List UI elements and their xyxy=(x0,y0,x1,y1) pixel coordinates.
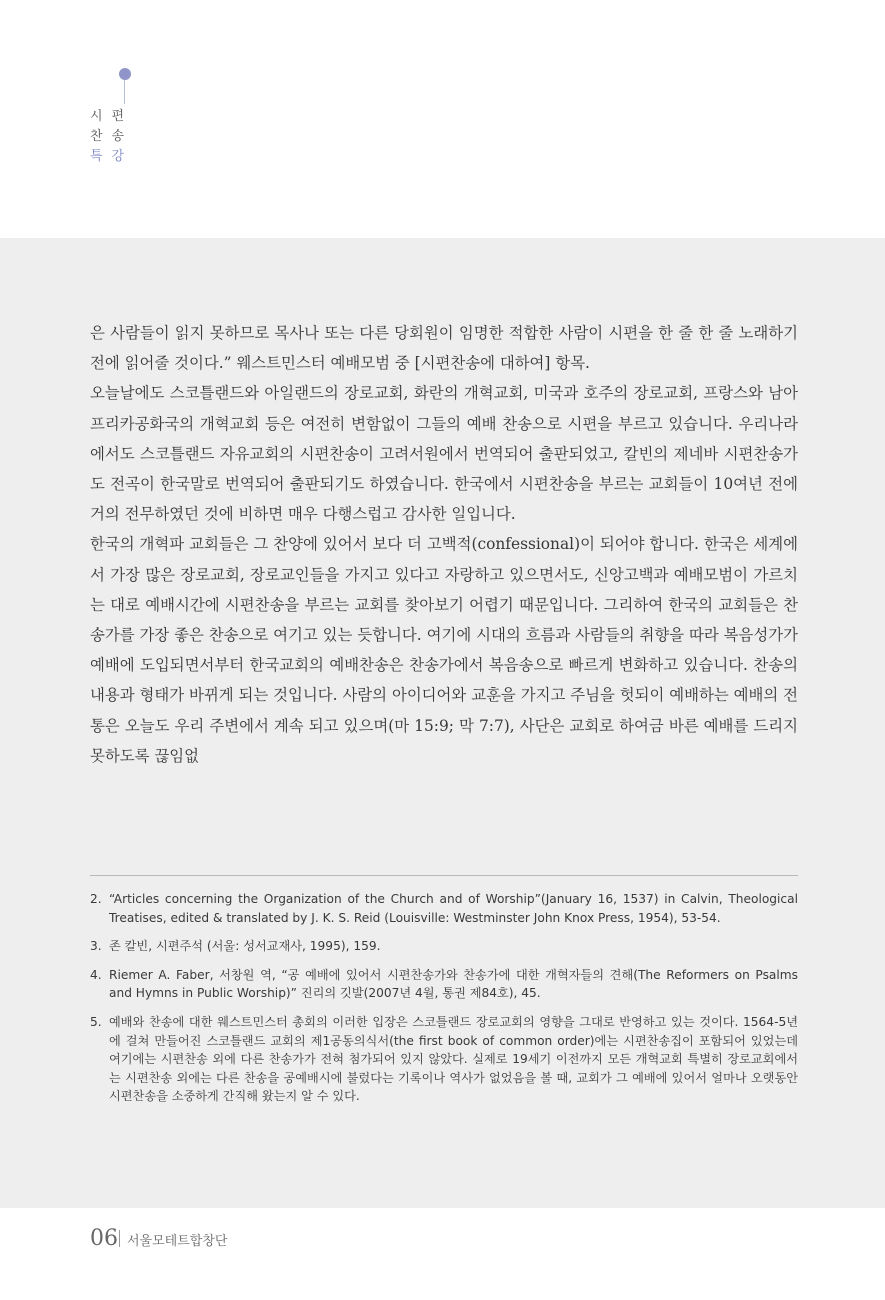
footnote-2 xyxy=(90,890,798,927)
header-connector-line xyxy=(124,80,125,104)
footnote-text: 존 칼빈, 시편주석 (서울: 성서교재사, 1995), 159. xyxy=(109,939,381,954)
section-label-row-3: 특강 xyxy=(90,149,134,164)
footnote-number: 2. xyxy=(90,892,102,906)
footnote-3 xyxy=(90,937,798,956)
page-footer xyxy=(0,1208,885,1300)
article-body xyxy=(90,318,798,771)
footnotes xyxy=(90,890,798,1116)
publication-name: 서울모테트합창단 xyxy=(127,1234,228,1249)
body-paragraph-2: 오늘날에도 스코틀랜드와 아일랜드의 장로교회, 화란의 개혁교회, 미국과 호주의 장로교회, 프랑스와 남아프리카공화국의 개혁교회 등은 여전히 변함없이 그들의 예배 찬송으로 시편을 부르고 있습니다. 우리나라에서도 스코틀랜드 자유교회의 시편찬송이 고려서원에서 번역되어 출판되었고, 칼빈의 제네바 시편찬송가도 전곡이 한국말로 번역되어 출판되기도 하였습니다. 한국에서 시편찬송을 부르는 교회들이 10여년 전에 거의 전무하였던 것에 비하면 매우 다행스럽고 감사한 일입니다. xyxy=(90,384,798,524)
section-label-row-1: 시편 xyxy=(90,109,134,124)
page-header xyxy=(0,0,885,238)
body-paragraph-1: 은 사람들이 읽지 못하므로 목사나 또는 다른 당회원이 임명한 적합한 사람이 시편을 한 줄 한 줄 노래하기 전에 읽어줄 것이다.” 웨스트민스터 예배모범 중 [시편찬송에 대하여] 항목. xyxy=(90,324,798,373)
body-paragraph-3: 한국의 개혁파 교회들은 그 찬양에 있어서 보다 더 고백적(confessional)이 되어야 합니다. 한국은 세계에서 가장 많은 장로교회, 장로교인들을 가지고 있다고 자랑하고 있으면서도, 신앙고백과 예배모범이 가르치는 대로 예배시간에 시편찬송을 부르는 교회를 찾아보기 어렵기 때문입니다. 그리하여 한국의 교회들은 찬송가를 가장 좋은 찬송으로 여기고 있는 듯합니다. 여기에 시대의 흐름과 사람들의 취향을 따라 복음성가가 예배에 도입되면서부터 한국교회의 예배찬송은 찬송가에서 복음송으로 빠르게 변화하고 있습니다. 찬송의 내용과 형태가 바뀌게 되는 것입니다. 사람의 아이디어와 교훈을 가지고 주님을 헛되이 예배하는 예배의 전통은 오늘도 우리 주변에서 계속 되고 있으며(마 15:9; 막 7:7), 사단은 교회로 하여금 바른 예배를 드리지 못하도록 끊임없 xyxy=(90,535,798,765)
footnote-text: Riemer A. Faber, 서창원 역, “공 예배에 있어서 시편찬송가와 찬송가에 대한 개혁자들의 견해(The Reformers on Psalms and Hymns in Public Worship)” 진리의 깃발(2007년 4월, 통권 제84호), 45. xyxy=(109,967,798,1001)
section-label xyxy=(90,107,133,167)
footer-separator xyxy=(119,1230,120,1247)
footnote-number: 3. xyxy=(90,939,102,954)
footnote-text: “Articles concerning the Organization of the Church and of Worship”(January 16, 1537) in Calvin, Theological Treatises, edited & translated by J. K. S. Reid (Louisville: Westminster John Knox Press, 1954), 53-54. xyxy=(109,892,798,925)
page-number: 06 xyxy=(90,1226,118,1251)
footnote-5 xyxy=(90,1013,798,1106)
footnote-text: 예배와 찬송에 대한 웨스트민스터 총회의 이러한 입장은 스코틀랜드 장로교회의 영향을 그대로 반영하고 있는 것이다. 1564-5년에 걸쳐 만들어진 스코틀랜드 교회의 제1공동의식서(the first book of common order)에는 시편찬송집이 포함되어 있었는데 여기에는 시편찬송 외에 다른 찬송가가 전혀 첨가되어 있지 않았다. 실제로 19세기 이전까지 모든 개혁교회 특별히 장로교회에서는 시편찬송 외에는 다른 찬송을 공예배시에 불렀다는 기록이나 역사가 없었음을 볼 때, 교회가 그 예배에 있어서 얼마나 오랫동안 시편찬송을 소중하게 간직해 왔는지 알 수 있다. xyxy=(109,1014,798,1104)
section-label-row-2: 찬송 xyxy=(90,129,134,144)
bullet-dot-icon xyxy=(119,68,131,80)
footnote-number: 5. xyxy=(90,1014,102,1029)
footnote-4 xyxy=(90,966,798,1003)
footnote-divider xyxy=(90,875,798,876)
footnote-number: 4. xyxy=(90,967,102,982)
